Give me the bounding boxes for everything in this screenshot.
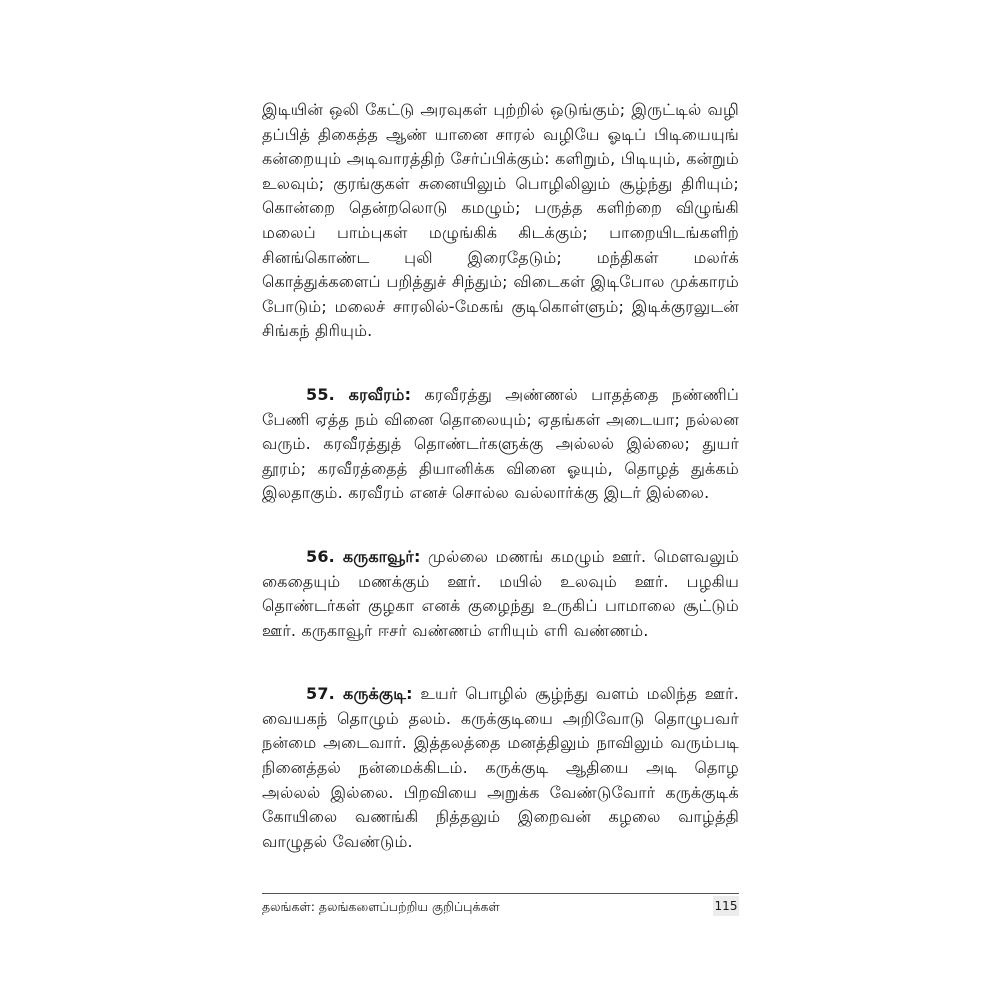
- section-heading-56: 56. கருகாவூர்:: [306, 546, 421, 566]
- page-footer: [262, 893, 739, 920]
- page-body: [262, 98, 739, 854]
- section-paragraph-55: [262, 383, 739, 506]
- intro-paragraph: இடியின் ஒலி கேட்டு அரவுகள் புற்றில் ஒடுங்கும்; இருட்டில் வழி தப்பித் திகைத்த ஆண் யானை சாரல் வழியே ஓடிப் பிடியையுங் கன்றையும் அடிவாரத்திற் சேர்ப்பிக்கும்: களிறும், பிடியும், கன்றும் உலவும்; குரங்குகள் சுனையிலும் பொழிலிலும் சூழ்ந்து திரியும்; கொன்றை தென்றலொடு கமழும்; பருத்த களிற்றை விழுங்கி மலைப் பாம்புகள் மழுங்கிக் கிடக்கும்; பாறையிடங்களிற் சினங்கொண்ட புலி இரைதேடும்; மந்திகள் மலர்க் கொத்துக்களைப் பறித்துச் சிந்தும்; விடைகள் இடிபோல முக்காரம் போடும்; மலைச் சாரலில்-மேகங் குடிகொள்ளும்; இடிக்குரலுடன் சிங்கந் திரியும்.: [262, 100, 739, 341]
- section-heading-55: 55. கரவீரம்:: [306, 384, 412, 404]
- section-text-55: கரவீரத்து அண்ணல் பாதத்தை நண்ணிப் பேணி ஏத்த நம் வினை தொலையும்; ஏதங்கள் அடையா; நல்லன வரும். கரவீரத்துத் தொண்டர்களுக்கு அல்லல் இல்லை; துயர் தூரம்; கரவீரத்தைத் தியானிக்க வினை ஓயும், தொழத் துக்கம் இலதாகும். கரவீரம் எனச் சொல்ல வல்லார்க்கு இடர் இல்லை.: [262, 384, 739, 503]
- footer-title: தலங்கள்: தலங்களைப்பற்றிய குறிப்புக்கள்: [262, 899, 500, 914]
- section-text-56: முல்லை மணங் கமழும் ஊர். மௌவலும் கைதையும் மணக்கும் ஊர். மயில் உலவும் ஊர். பழகிய தொண்டர்கள் குழகா எனக் குழைந்து உருகிப் பாமாலை சூட்டும் ஊர். கருகாவூர் ஈசர் வண்ணம் எரியும் எரி வண்ணம்.: [262, 546, 740, 640]
- page-number: 115: [713, 896, 739, 916]
- section-paragraph-56: [262, 545, 739, 643]
- section-paragraph-57: [262, 682, 739, 854]
- section-heading-57: 57. கருக்குடி:: [306, 684, 413, 704]
- section-text-57: உயர் பொழில் சூழ்ந்து வளம் மலிந்த ஊர். வையகந் தொழும் தலம். கருக்குடியை அறிவோடு தொழுபவர் நன்மை அடைவார். இத்தலத்தை மனத்திலும் நாவிலும் வரும்படி நினைத்தல் நன்மைக்கிடம். கருக்குடி ஆதியை அடி தொழ அல்லல் இல்லை. பிறவியை அறுக்க வேண்டுவோர் கருக்குடிக் கோயிலை வணங்கி நித்தலும் இறைவன் கழலை வாழ்த்தி வாழுதல் வேண்டும்.: [262, 684, 739, 851]
